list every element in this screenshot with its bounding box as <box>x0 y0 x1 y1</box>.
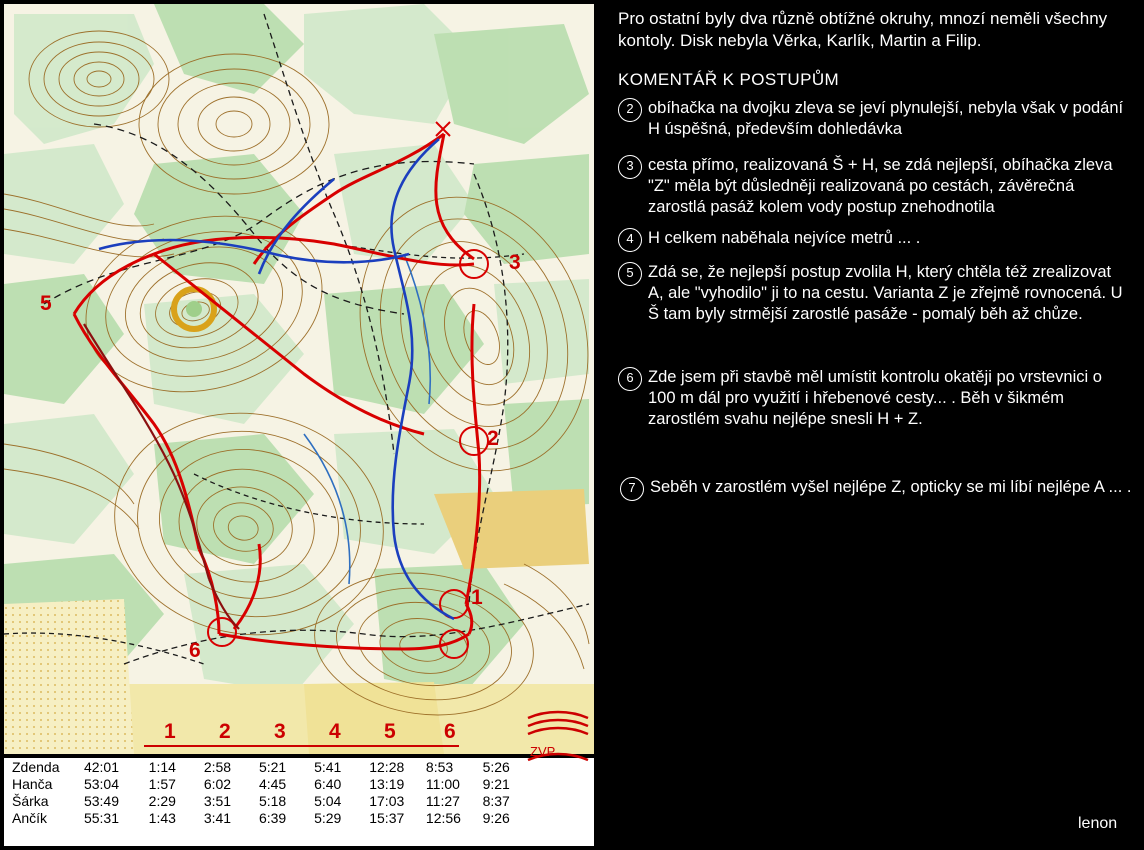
runner-total: 55:31 <box>83 810 120 826</box>
intro-text: Pro ostatní byly dva různě obtížné okruhy, mnozí neměli všechny kontoly. Disk nebyla Věrka, Karlík, Martin a Filip. <box>618 9 1108 50</box>
map-graphics <box>4 4 594 754</box>
split-5: 13:19 <box>369 776 405 792</box>
commentary-item-6 <box>618 367 1138 430</box>
map-control-number-1: 1 <box>471 586 483 609</box>
commentary-item-4-text: H celkem naběhala nejvíce metrů ... . <box>648 229 921 247</box>
runner-name: Hanča <box>12 776 53 792</box>
split-6: 11:27 <box>425 793 460 809</box>
svg-text:ZVP: ZVP <box>530 744 556 759</box>
runner-total: 53:04 <box>83 776 120 792</box>
split-7: 8:37 <box>482 793 510 809</box>
club-logo-cell <box>530 744 594 775</box>
control-circle-5: 5 <box>618 262 642 286</box>
split-2: 3:51 <box>203 793 232 809</box>
split-1: 1:14 <box>148 759 176 775</box>
split-6: 12:56 <box>425 810 461 826</box>
table-row <box>4 758 594 775</box>
results-table <box>4 744 594 846</box>
control-circle-4: 4 <box>618 228 642 252</box>
split-5: 15:37 <box>369 810 405 826</box>
map-control-number-2: 2 <box>487 427 499 450</box>
commentary-heading: KOMENTÁŘ K POSTUPŮM <box>618 70 840 89</box>
split-2: 2:58 <box>203 759 232 775</box>
map-scale-label-2: 2 <box>219 720 231 743</box>
map-scale-label-1: 1 <box>164 720 176 743</box>
commentary-item-6-text: Zde jsem při stavbě měl umístit kontrolu okatěji po vrstevnici o 100 m dál pro využití i hřebenové cesty... . Běh v šikmém zarostlém svahu nejlépe snesli H + Z. <box>648 368 1102 428</box>
split-3: 5:21 <box>258 759 287 775</box>
runner-name: Ančík <box>12 810 48 826</box>
split-7: 9:21 <box>482 776 510 792</box>
commentary-item-5-text: Zdá se, že nejlepší postup zvolila H, který chtěla též zrealizovat A, ale "vyhodilo" ji to na cestu. Varianta Z je zřejmě rovnocená. U Š tam byly strmější zarostlé pasáže - pomalý běh až chůze. <box>648 263 1123 323</box>
split-7: 9:26 <box>482 810 510 826</box>
commentary-panel <box>600 0 1144 850</box>
split-1: 2:29 <box>148 793 176 809</box>
control-circle-7: 7 <box>620 477 644 501</box>
split-5: 12:28 <box>369 759 405 775</box>
split-4: 5:04 <box>314 793 342 809</box>
table-row <box>4 809 594 826</box>
split-6: 11:00 <box>425 776 460 792</box>
commentary-item-5 <box>618 262 1138 325</box>
split-4: 5:41 <box>314 759 342 775</box>
runner-total: 53:49 <box>83 793 120 809</box>
control-circle-2: 2 <box>618 98 642 122</box>
split-4: 5:29 <box>314 810 342 826</box>
map-control-number-5: 5 <box>40 292 52 315</box>
split-5: 17:03 <box>369 793 405 809</box>
split-7: 5:26 <box>482 759 510 775</box>
club-logo-icon <box>526 708 590 768</box>
split-4: 6:40 <box>314 776 342 792</box>
commentary-item-2 <box>618 98 1138 140</box>
runner-total: 42:01 <box>83 759 120 775</box>
control-circle-6: 6 <box>618 367 642 391</box>
author-signature: lenon <box>1078 815 1118 832</box>
map-control-number-3: 3 <box>509 251 521 274</box>
map-scale-label-5: 5 <box>384 720 396 743</box>
commentary-item-3 <box>618 155 1142 218</box>
commentary-item-4 <box>618 228 1138 252</box>
split-3: 5:18 <box>258 793 287 809</box>
map-scale-label-6: 6 <box>444 720 456 743</box>
split-2: 6:02 <box>203 776 232 792</box>
commentary-item-7 <box>620 477 1140 501</box>
table-row <box>4 792 594 809</box>
split-1: 1:43 <box>148 810 176 826</box>
split-1: 1:57 <box>148 776 176 792</box>
table-row <box>4 775 594 792</box>
split-3: 4:45 <box>258 776 287 792</box>
runner-name: Šárka <box>12 793 49 809</box>
map-scale-label-3: 3 <box>274 720 286 743</box>
commentary-item-2-text: obíhačka na dvojku zleva se jeví plynulejší, nebyla však v podání H úspěšná, především dohledávka <box>648 99 1124 138</box>
map-control-number-6: 6 <box>189 639 201 662</box>
orienteering-map[interactable] <box>4 4 594 754</box>
commentary-item-7-text: Seběh v zarostlém vyšel nejlépe Z, opticky se mi líbí nejlépe A ... . <box>650 478 1132 496</box>
split-3: 6:39 <box>258 810 287 826</box>
map-scale-label-4: 4 <box>329 720 341 743</box>
split-2: 3:41 <box>203 810 232 826</box>
split-6: 8:53 <box>425 759 454 775</box>
control-circle-3: 3 <box>618 155 642 179</box>
runner-name: Zdenda <box>12 759 60 775</box>
commentary-item-3-text: cesta přímo, realizovaná Š + H, se zdá nejlepší, obíhačka zleva "Z" měla být důsledněji realizovaná po cestách, závěrečná zarostlá pasáž kolem vody postup znehodnotila <box>648 156 1113 216</box>
